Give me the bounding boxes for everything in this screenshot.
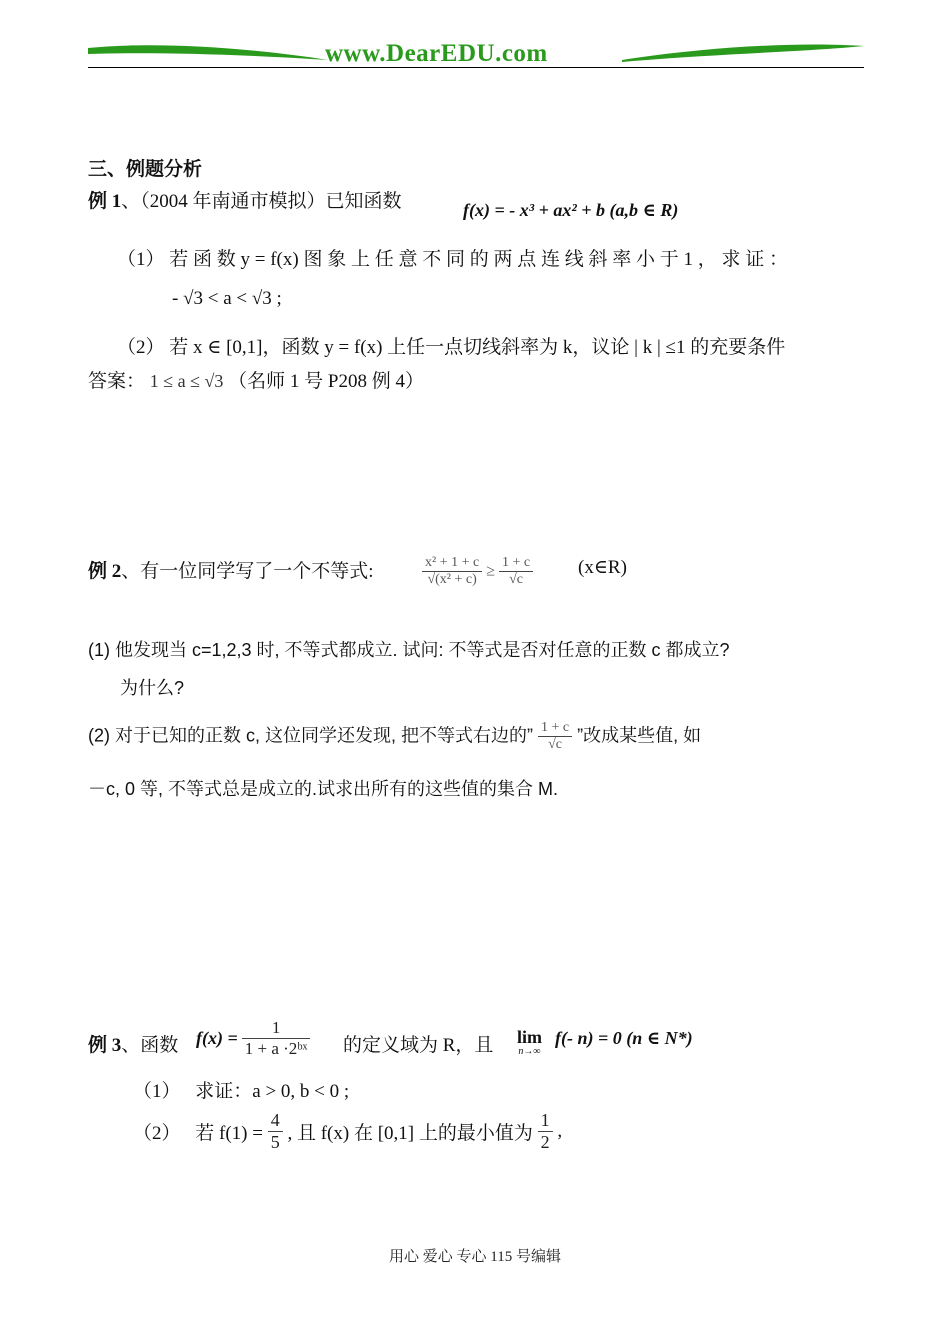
- ex2-lhs-num: x² + 1 + c: [422, 555, 482, 572]
- ex3-p2-pre: 若 f(1) =: [195, 1123, 263, 1144]
- ex3-lim-rest: f(- n) = 0 (n ∈ N*): [555, 1028, 693, 1048]
- ex3-p2-frac2-num: 1: [538, 1110, 553, 1132]
- ex2-lhs-fraction: [422, 555, 482, 588]
- ex3-limit: [517, 1028, 542, 1058]
- ex3-lim-word: lim: [517, 1027, 542, 1047]
- ex3-func-den: 1 + a ·2ᵇˣ: [244, 1039, 308, 1058]
- ex1-answer-source: （名师 1 号 P208 例 4）: [228, 371, 424, 392]
- ex2-p2-frac-num: 1 + c: [538, 720, 572, 737]
- ex1-p2-text: 若 x ∈ [0,1]，函数 y = f(x) 上任一点切线斜率为 k，议论 | k | ≤1 的充要条件: [169, 337, 786, 358]
- ex2-p1-cont: 为什么?: [120, 678, 185, 698]
- ex2-intro: 、有一位同学写了一个不等式:: [121, 561, 374, 582]
- ex2-p2-frac-den: √c: [548, 737, 563, 752]
- ex2-relation: ≥: [486, 562, 495, 580]
- ex2-domain: (x∈R): [578, 557, 627, 578]
- ex2-p2-fraction: [538, 720, 572, 753]
- ex1-formula: f(x) = - x³ + ax² + b (a,b ∈ R): [463, 200, 679, 220]
- ex2-intro-line: [88, 556, 374, 583]
- header-rule: [88, 67, 864, 68]
- ex3-p2-frac-den: 5: [270, 1132, 280, 1152]
- ex3-p2-frac-num: 4: [268, 1110, 283, 1132]
- ex2-rhs-num: 1 + c: [499, 555, 533, 572]
- ex2-label: 例 2: [88, 561, 122, 582]
- ex2-inequality: [422, 555, 533, 588]
- ex2-p1: (1) 他发现当 c=1,2,3 时, 不等式都成立. 试问: 不等式是否对任意的正数 c 都成立?: [88, 640, 730, 660]
- section-title: 三、例题分析: [88, 159, 203, 180]
- ex3-function: [196, 1018, 310, 1059]
- ex1-p1-num: （1）: [117, 249, 165, 270]
- ex1-p1-text: 若 函 数 y = f(x) 图 象 上 任 意 不 同 的 两 点 连 线 斜 率 小 于 1 ， 求 证 ：: [169, 249, 788, 270]
- ex3-p2-fraction: [268, 1110, 283, 1153]
- ex3-func-num: 1: [242, 1018, 311, 1039]
- ex1-line1: [88, 186, 402, 213]
- ex3-label: 例 3: [88, 1035, 122, 1056]
- ex1-label: 例 1: [88, 191, 122, 212]
- header-logo: www.DearEDU.com: [325, 40, 548, 67]
- ex3-p2: [133, 1110, 562, 1153]
- ex3-p2-end: ,: [557, 1120, 563, 1142]
- ex1-p1: [117, 244, 788, 271]
- ex2-rhs-fraction: [499, 555, 533, 588]
- ex1-p2-num: （2）: [117, 337, 165, 358]
- header-swoosh-right: [622, 40, 864, 73]
- ex3-func-lhs: f(x) =: [196, 1028, 238, 1048]
- ex3-p1-num: （1）: [133, 1081, 181, 1102]
- ex1-answer-formula: 1 ≤ a ≤ √3: [149, 371, 224, 391]
- ex3-p2-frac2-den: 2: [540, 1132, 550, 1152]
- header-swoosh-left: [88, 40, 328, 73]
- ex3-p2-fraction2: [538, 1110, 553, 1153]
- ex3-line1: [88, 1030, 178, 1057]
- ex3-intro: 、函数: [121, 1035, 179, 1056]
- ex2-p2-cont: －c, 0 等, 不等式总是成立的.试求出所有的这些值的集合 M.: [88, 779, 559, 799]
- ex1-intro: 、（2004 年南通市模拟）已知函数: [121, 191, 402, 212]
- ex1-answer-label: 答案：: [88, 371, 146, 392]
- ex1-p1-ineq: - √3 < a < √3 ;: [172, 288, 282, 309]
- ex3-func-fraction: [242, 1018, 311, 1059]
- ex3-lim-sub: n→∞: [518, 1046, 541, 1057]
- ex3-p1-text: 求证：a > 0, b < 0 ;: [195, 1081, 350, 1102]
- ex1-p2: [117, 332, 785, 359]
- ex3-mid-text: 的定义域为 R，且: [343, 1035, 494, 1056]
- ex2-rhs-den: √c: [509, 572, 523, 587]
- ex1-answer: [88, 366, 424, 393]
- ex2-p2: [88, 720, 701, 753]
- ex2-lhs-den: √(x² + c): [427, 572, 477, 587]
- ex2-p2-post: ”改成某些值, 如: [577, 725, 702, 746]
- page-footer: 用心 爱心 专心 115 号编辑: [389, 1249, 561, 1265]
- ex3-p2-mid: , 且 f(x) 在 [0,1] 上的最小值为: [287, 1123, 533, 1144]
- ex3-p1: [133, 1076, 349, 1103]
- ex2-p2-pre: (2) 对于已知的正数 c, 这位同学还发现, 把不等式右边的”: [88, 725, 533, 746]
- ex3-p2-num: （2）: [133, 1123, 181, 1144]
